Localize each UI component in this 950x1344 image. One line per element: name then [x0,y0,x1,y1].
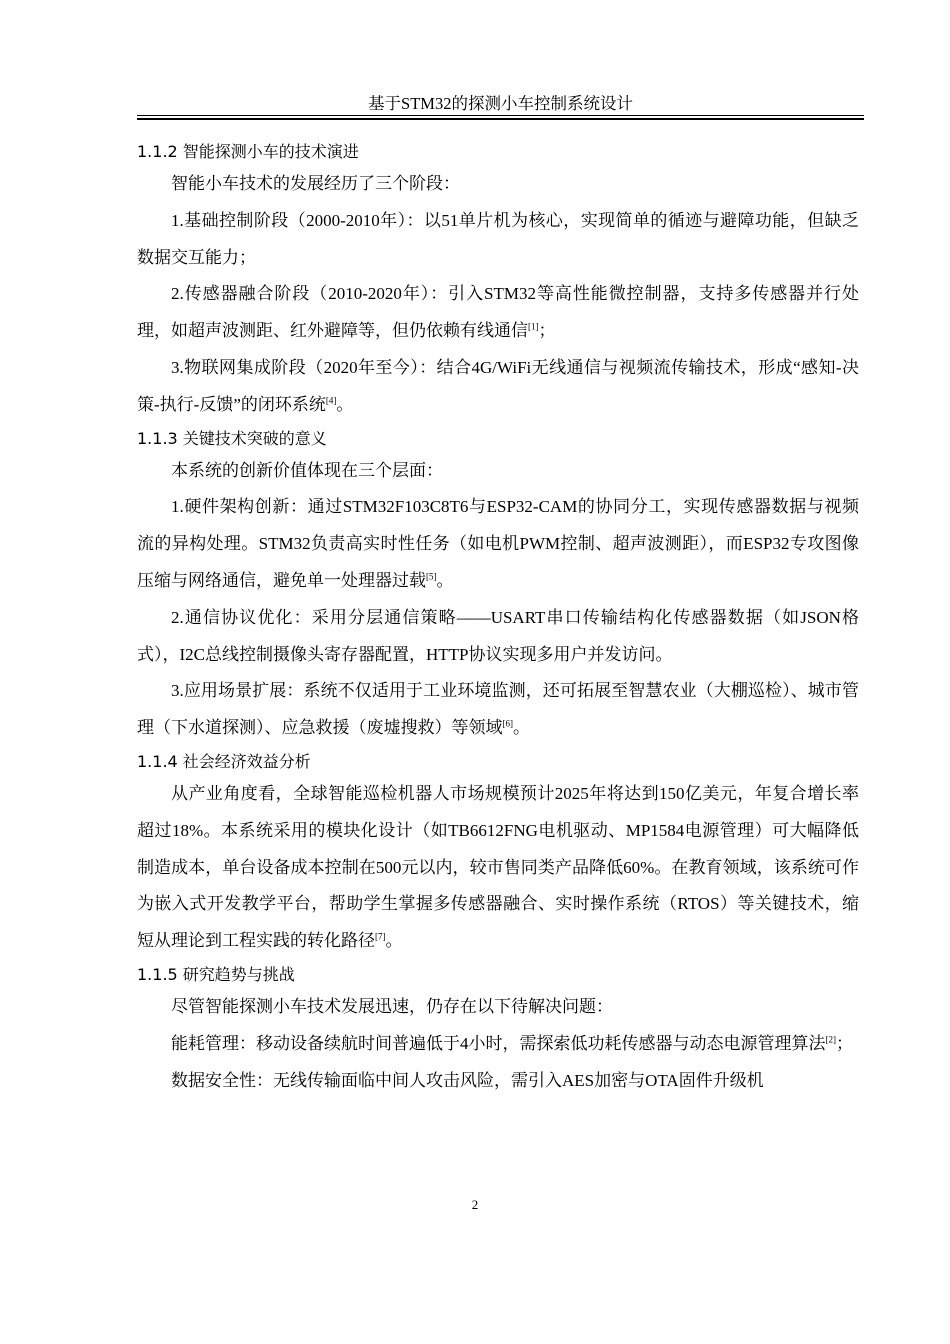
section-heading-1-1-4: 1.1.4 社会经济效益分析 [137,751,311,771]
paragraph-end: ； [836,1033,853,1053]
paragraph-end: 。 [336,394,354,414]
paragraph: 智能小车技术的发展经历了三个阶段： [171,174,460,193]
paragraph-text: 能耗管理：移动设备续航时间普遍低于4小时，需探索低功耗传感器与动态电源管理算法 [171,1033,826,1053]
paragraph-end: 。 [436,570,454,590]
paragraph [137,489,859,599]
paragraph [137,1026,859,1063]
citation-ref: [7] [375,931,386,942]
citation-ref: [4] [325,395,337,406]
paragraph-text: 从产业角度看，全球智能巡检机器人市场规模预计2025年将达到150亿美元，年复合增长率超过18%。本系统采用的模块化设计（如TB6612FNG电机驱动、MP1584电源管理）可大幅降低制造成本，单台设备成本控制在500元以内，较市售同类产品降低60%。在教育领域，该系统可作为嵌入式开发教学平台，帮助学生掌握多传感器融合、实时操作系统（RTOS）等关键技术，缩短从理论到工程实践的转化路径 [137,783,859,951]
paragraph [137,350,859,424]
paragraph: 尽管智能探测小车技术发展迅速，仍存在以下待解决问题： [171,996,613,1016]
header-rule-thin [137,115,864,116]
citation-ref: [2] [825,1034,836,1045]
header-rule-thick [137,118,864,120]
paragraph: 数据安全性：无线传输面临中间人攻击风险，需引入AES加密与OTA固件升级机 [171,1070,764,1090]
paragraph: 本系统的创新价值体现在三个层面： [171,460,443,480]
section-heading-1-1-5: 1.1.5 研究趋势与挑战 [137,964,295,984]
paragraph-text: 3.应用场景扩展：系统不仅适用于工业环境监测，还可拓展至智慧农业（大棚巡检）、城市管理（下水道探测）、应急救援（废墟搜救）等领域 [137,681,859,738]
paragraph-end: 。 [385,931,403,951]
citation-ref: [1] [528,321,539,332]
paragraph-end: ； [538,321,556,341]
paragraph-text: 2.传感器融合阶段（2010-2020年）：引入STM32等高性能微控制器，支持多传感器并行处理，如超声波测距、红外避障等，但仍依赖有线通信 [137,284,859,341]
section-heading-1-1-3: 1.1.3 关键技术突破的意义 [137,428,327,448]
paragraph [137,776,859,960]
paragraph: 2.通信协议优化：采用分层通信策略——USART串口传输结构化传感器数据（如JSON格式），I2C总线控制摄像头寄存器配置，HTTP协议实现多用户并发访问。 [137,607,859,664]
page-number: 2 [471,1197,479,1212]
paragraph [137,673,859,747]
section-heading-1-1-2: 1.1.2 智能探测小车的技术演进 [137,142,359,161]
citation-ref: [5] [426,571,437,582]
paragraph-end: 。 [513,718,530,738]
paragraph-text: 1.硬件架构创新：通过STM32F103C8T6与ESP32-CAM的协同分工，实现传感器数据与视频流的异构处理。STM32负责高实时性任务（如电机PWM控制、超声波测距），而ESP32专攻图像压缩与网络通信，避免单一处理器过载 [137,497,859,590]
page-body [137,137,859,1099]
citation-ref: [6] [502,718,513,729]
paragraph-text: 3.物联网集成阶段（2020年至今）：结合4G/WiFi无线通信与视频流传输技术，形成“感知-决策-执行-反馈”的闭环系统 [137,357,859,414]
paragraph [137,276,859,350]
running-header: 基于STM32的探测小车控制系统设计 [368,94,633,113]
paragraph: 1.基础控制阶段（2000-2010年）：以51单片机为核心，实现简单的循迹与避障功能，但缺乏数据交互能力； [137,210,859,267]
